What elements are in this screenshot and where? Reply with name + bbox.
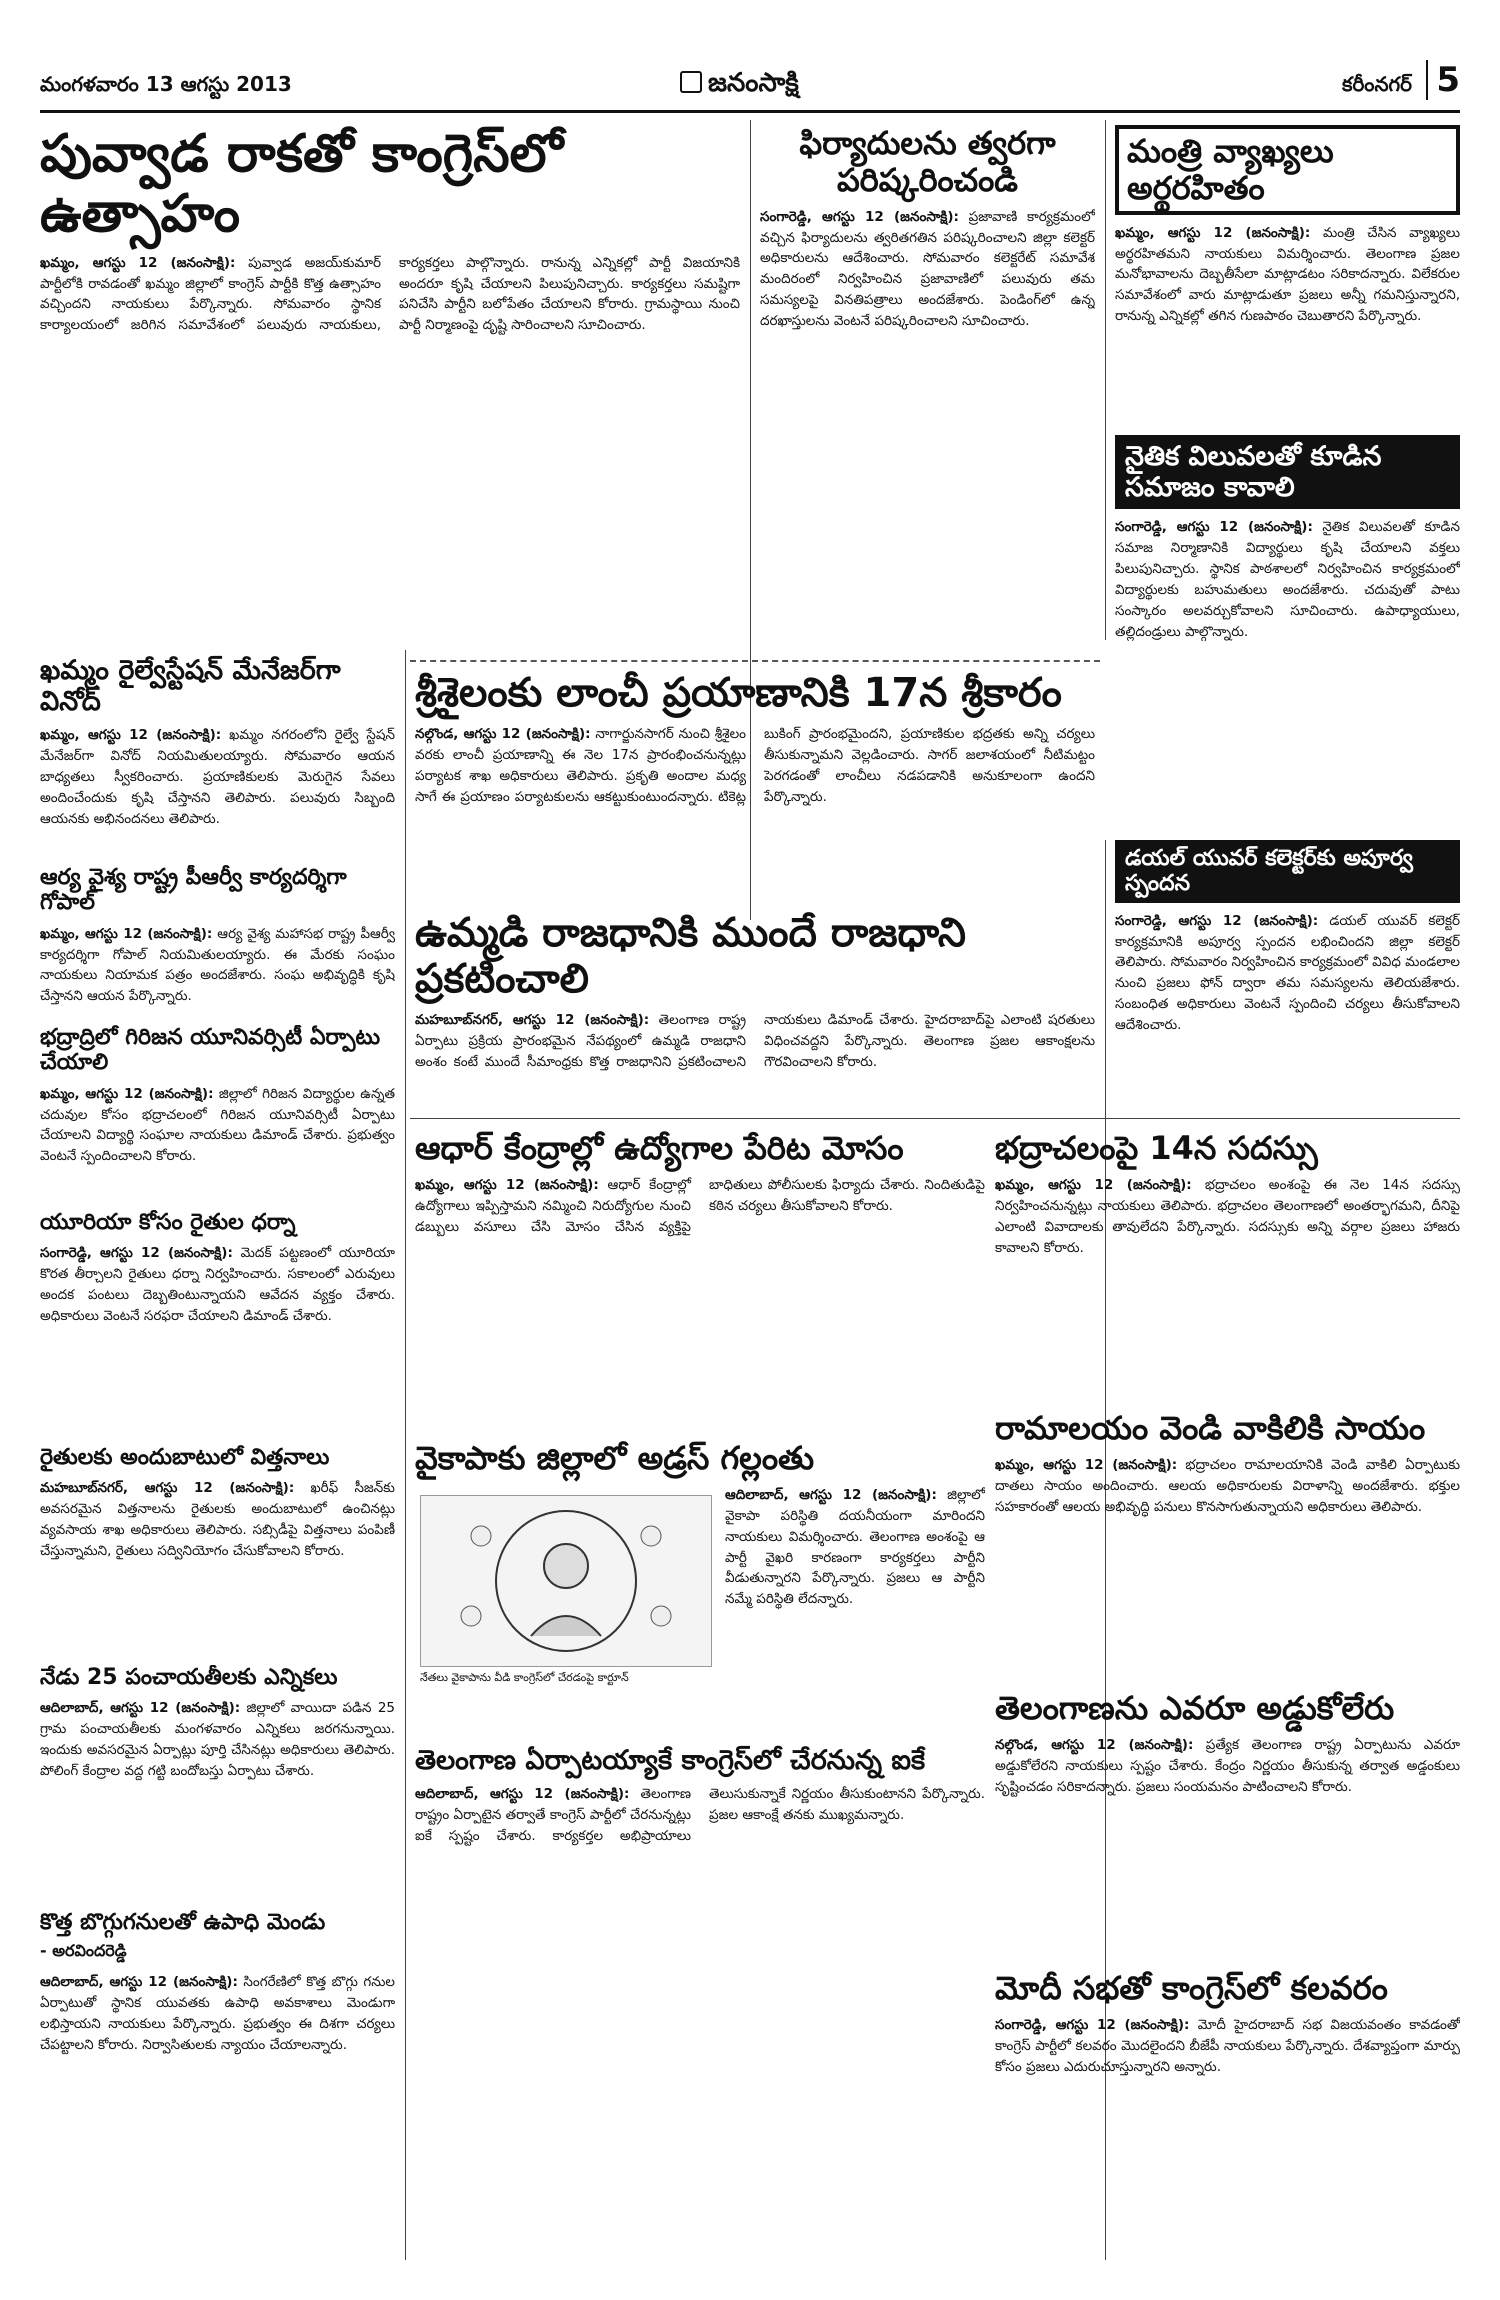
article-body (760, 207, 1095, 333)
dateline: ఆదిలాబాద్, ఆగస్టు 12 (జనంసాక్షి): (415, 1786, 630, 1803)
article-body (995, 1455, 1460, 1518)
article-text: జిల్లాలో వాయిదా పడిన 25 గ్రామ పంచాయతీలకు మంగళవారం ఎన్నికలు జరగనున్నాయి. ఇందుకు అవసరమైన ఏర్పాట్లు పూర్తి చేసినట్లు అధికారులు తెలిపారు. పోలింగ్ కేంద్రాల వద్ద గట్టి బందోబస్తు ఏర్పాటు చేశారు. (40, 1700, 395, 1780)
dateline: ఖమ్మం, ఆగస్టు 12 (జనంసాక్షి): (995, 1456, 1178, 1473)
article-temple-silver-door (995, 1410, 1460, 1680)
article-body (40, 725, 395, 830)
article-body (415, 724, 1095, 808)
dateline: మహబూబ్‌నగర్, ఆగస్టు 12 (జనంసాక్షి): (415, 1012, 650, 1028)
article-text: జిల్లాలో గిరిజన విద్యార్థుల ఉన్నత చదువుల కోసం భద్రాచలంలో గిరిజన యూనివర్సిటీ ఏర్పాటు చేయాలని విద్యార్థి సంఘాల నాయకులు డిమాండ్ చేశారు. ప్రభుత్వం వెంటనే స్పందించాలని కోరారు. (40, 1085, 395, 1165)
article-text: నైతిక విలువలతో కూడిన సమాజ నిర్మాణానికి విద్యార్థులు కృషి చేయాలని వక్తలు పిలుపునిచ్చారు. స్థానిక పాఠశాలలో నిర్వహించిన కార్యక్రమంలో విద్యార్థులకు బహుమతులు అందజేశారు. చదువుతో పాటు సంస్కారం అలవర్చుకోవాలని సూచించారు. ఉపాధ్యాయులు, తల్లిదండ్రులు పాల్గొన్నారు. (1115, 519, 1460, 640)
article-body (995, 1175, 1460, 1259)
article-text: ప్రజావాణి కార్యక్రమంలో వచ్చిన ఫిర్యాదులను త్వరితగతిన పరిష్కరించాలని జిల్లా కలెక్టర్ అధికారులను ఆదేశించారు. సోమవారం కలెక్టరేట్ సమావేశ మందిరంలో నిర్వహించిన ప్రజావాణిలో పలువురు తమ సమస్యలపై వినతిపత్రాలు అందజేశారు. పెండింగ్‌లో ఉన్న దరఖాస్తులను వెంటనే పరిష్కరించాలని సూచించారు. (760, 208, 1095, 330)
dateline: సంగారెడ్డి, ఆగస్టు 12 (జనంసాక్షి): (1115, 519, 1313, 536)
dateline: ఖమ్మం, ఆగస్టు 12 (జనంసాక్షి): (40, 254, 236, 271)
masthead (40, 60, 1460, 113)
article-text: సింగరేణిలో కొత్త బొగ్గు గనుల ఏర్పాటుతో స్థానిక యువతకు ఉపాధి అవకాశాలు మెండుగా లభిస్తాయని నాయకులు పేర్కొన్నారు. ప్రభుత్వం ఈ దిశగా చర్యలు చేపట్టాలని కోరారు. నిర్వాసితులకు న్యాయం చేయాలన్నారు. (40, 1974, 395, 2054)
article-body (1115, 223, 1460, 328)
article-text: ప్రత్యేక తెలంగాణ రాష్ట్ర ఏర్పాటును ఎవరూ అడ్డుకోలేరని నాయకులు స్పష్టం చేశారు. కేంద్రం నిర్ణయం తీసుకున్న తర్వాత అడ్డంకులు సృష్టించడం సరికాదన్నారు. ప్రజలు సంయమనం పాటించాలని కోరారు. (995, 1736, 1460, 1795)
dateline: ఖమ్మం, ఆగస్టు 12 (జనంసాక్షి): (40, 925, 213, 942)
article-common-capital (415, 910, 1095, 1110)
article-text: భద్రాచలం రామాలయానికి వెండి వాకిలి ఏర్పాటుకు దాతలు సాయం అందించారు. ఆలయ అధికారులకు విరాళాన్ని అందజేశారు. భక్తుల సహకారంతో ఆలయ అభివృద్ధి పనులు కొనసాగుతున్నాయని అధికారులు తెలిపారు. (995, 1456, 1460, 1515)
headline: ఉమ్మడి రాజధానికి ముందే రాజధాని ప్రకటించాలి (415, 910, 966, 1002)
newspaper-logo (680, 68, 799, 104)
headline: యూరియా కోసం రైతుల ధర్నా (40, 1210, 296, 1235)
section-divider (410, 1118, 1460, 1119)
article-body (40, 1478, 395, 1562)
cartoon-caption: నేతలు వైకాపాను వీడి కాంగ్రెస్‌లో చేరడంపై కార్టూన్ (420, 1671, 629, 1684)
dateline: ఖమ్మం, ఆగస్టు 12 (జనంసాక్షి): (1115, 224, 1311, 241)
article-ike-congress (415, 1745, 985, 2260)
headline: తెలంగాణ ఏర్పాటయ్యాకే కాంగ్రెస్‌లో చేరనున్న ఐకే (415, 1745, 926, 1776)
article-text: తెలంగాణ రాష్ట్రం ఏర్పాటైన తర్వాతే కాంగ్రెస్ పార్టీలో చేరనున్నట్లు ఐకే స్పష్టం చేశారు. కార్యకర్తల అభిప్రాయాలు తెలుసుకున్నాకే నిర్ణయం తీసుకుంటానని పేర్కొన్నారు. ప్రజల ఆకాంక్షే తనకు ముఖ్యమన్నారు. (415, 1786, 985, 1844)
article-text: భద్రాచలం అంశంపై ఈ నెల 14న సదస్సు నిర్వహించనున్నట్లు నాయకులు తెలిపారు. భద్రాచలం తెలంగాణలో అంతర్భాగమని, దీనిపై ఎలాంటి వివాదాలకు తావులేదని పేర్కొన్నారు. సదస్సుకు అన్ని వర్గాల ప్రజలు హాజరు కావాలని కోరారు. (995, 1176, 1460, 1256)
article-text: డయల్ యువర్ కలెక్టర్ కార్యక్రమానికి అపూర్వ స్పందన లభించిందని జిల్లా కలెక్టర్ తెలిపారు. సోమవారం నిర్వహించిన కార్యక్రమంలో వివిధ మండలాల నుంచి ప్రజలు ఫోన్ ద్వారా తమ సమస్యలను తెలియజేశారు. సంబంధిత అధికారులు వెంటనే స్పందించి చర్యలు తీసుకోవాలని ఆదేశించారు. (1115, 912, 1460, 1034)
article-body (1115, 911, 1460, 1037)
article-srisailam-launch (415, 670, 1095, 900)
article-body (40, 1084, 395, 1168)
article-body (1115, 517, 1460, 643)
headline: కొత్త బొగ్గుగనులతో ఉపాధి మెండు (40, 1910, 326, 1935)
article-body (995, 2015, 1460, 2078)
article-text: జిల్లాలో వైకాపా పరిస్థితి దయనీయంగా మారిందని నాయకులు విమర్శించారు. తెలంగాణ అంశంపై ఆ పార్టీ వైఖరి కారణంగా కార్యకర్తలు పార్టీని వీడుతున్నారని పేర్కొన్నారు. ప్రజలు ఆ పార్టీని నమ్మే పరిస్థితి లేదన్నారు. (725, 1486, 985, 1608)
dateline: నల్గొండ, ఆగస్టు 12 (జనంసాక్షి): (995, 1736, 1194, 1753)
cartoon-illustration (420, 1495, 712, 1667)
headline: మంత్రి వ్యాఖ్యలు అర్థరహితం (1115, 125, 1460, 215)
dateline: ఖమ్మం, ఆగస్టు 12 (జనంసాక్షి): (40, 1085, 214, 1102)
article-seeds (40, 1445, 395, 1655)
article-body (40, 924, 395, 1008)
cartoon-image (421, 1496, 711, 1666)
article-body (40, 1243, 395, 1327)
headline: నైతిక విలువలతో కూడిన సమాజం కావాలి (1115, 435, 1460, 509)
article-text: ఆర్య వైశ్య మహాసభ రాష్ట్ర పీఆర్వీ కార్యదర్శిగా గోపాల్ నియమితులయ్యారు. ఈ మేరకు సంఘం నాయకులు నియామక పత్రం అందజేశారు. సంఘ అభివృద్ధికి కృషి చేస్తానని ఆయన పేర్కొన్నారు. (40, 925, 395, 1005)
article-body (415, 1010, 1095, 1073)
article-telangana-unstoppable (995, 1690, 1460, 1960)
article-body (995, 1735, 1460, 1798)
article-panchayat-elections (40, 1665, 395, 1900)
article-minister-comments (1115, 125, 1460, 425)
dateline: సంగారెడ్డి, ఆగస్టు 12 (జనంసాక్షి): (40, 1245, 233, 1262)
article-text: నాగార్జునసాగర్ నుంచి శ్రీశైలం వరకు లాంచీ ప్రయాణాన్ని ఈ నెల 17న ప్రారంభించనున్నట్లు పర్యాటక శాఖ అధికారులు తెలిపారు. ప్రకృతి అందాల మధ్య సాగే ఈ ప్రయాణం పర్యాటకులను ఆకట్టుకుంటుందన్నారు. టికెట్ల బుకింగ్ ప్రారంభమైందని, ప్రయాణికుల భద్రతకు అన్ని చర్యలు తీసుకున్నామని వెల్లడించారు. సాగర్ జలాశయంలో నీటిమట్టం పెరగడంతో లాంచీలు నడపడానికి అనుకూలంగా ఉందని పేర్కొన్నారు. (415, 726, 1095, 805)
headline: ఆర్య వైశ్య రాష్ట్ర పీఆర్వీ కార్యదర్శిగా గోపాల్ (40, 865, 347, 916)
byline: - అరవిందరెడ్డి (40, 1941, 127, 1961)
headline: ఖమ్మం రైల్వేస్టేషన్ మేనేజర్‌గా వినోద్ (40, 655, 341, 718)
article-body (725, 1485, 985, 1611)
dateline: మహబూబ్‌నగర్, ఆగస్టు 12 (జనంసాక్షి): (40, 1480, 295, 1497)
article-railway-manager (40, 655, 395, 855)
article-moral-values (1115, 435, 1460, 830)
article-tribal-university (40, 1025, 395, 1200)
article-puvvada (40, 125, 740, 640)
article-body (415, 1175, 985, 1238)
headline: నేడు 25 పంచాయతీలకు ఎన్నికలు (40, 1665, 338, 1690)
headline: వైకాపాకు జిల్లాలో అడ్రస్ గల్లంతు (415, 1440, 815, 1477)
headline: భద్రాద్రిలో గిరిజన యూనివర్సిటీ ఏర్పాటు చేయాలి (40, 1025, 381, 1076)
article-bhadrachalam-seminar (995, 1130, 1460, 1400)
article-body (40, 1972, 395, 2056)
article-body (40, 253, 740, 337)
article-text: పువ్వాడ అజయ్‌కుమార్ పార్టీలోకి రావడంతో ఖమ్మం జిల్లాలో కాంగ్రెస్ పార్టీకి కొత్త ఉత్సాహం వచ్చిందని నాయకులు పేర్కొన్నారు. సోమవారం స్థానిక కార్యాలయంలో జరిగిన సమావేశంలో పలువురు నాయకులు, కార్యకర్తలు పాల్గొన్నారు. రానున్న ఎన్నికల్లో పార్టీ విజయానికి అందరూ కృషి చేయాలని పిలుపునిచ్చారు. కార్యకర్తలు సమష్టిగా పనిచేసి పార్టీని బలోపేతం చేయాలని కోరారు. గ్రామస్థాయి నుంచి పార్టీ నిర్మాణంపై దృష్టి సారించాలని సూచించారు. (40, 254, 740, 334)
headline: డయల్ యువర్ కలెక్టర్‌కు అపూర్వ స్పందన (1115, 840, 1460, 903)
dateline: సంగారెడ్డి, ఆగస్టు 12 (జనంసాక్షి): (1115, 912, 1319, 929)
article-modi-meeting (995, 1970, 1460, 2260)
logo-text: జనంసాక్షి (708, 68, 799, 98)
article-arya-vysya (40, 865, 395, 1015)
headline: పువ్వాడ రాకతో కాంగ్రెస్‌లో ఉత్సాహం (40, 125, 564, 244)
dateline: ఆదిలాబాద్, ఆగస్టు 12 (జనంసాక్షి): (40, 1700, 241, 1717)
headline: ఆధార్ కేంద్రాల్లో ఉద్యోగాల పేరిట మోసం (415, 1130, 904, 1167)
article-urea-dharna (40, 1210, 395, 1435)
article-text: మంత్రి చేసిన వ్యాఖ్యలు అర్థరహితమని నాయకులు విమర్శించారు. తెలంగాణ ప్రజల మనోభావాలను దెబ్బతీసేలా మాట్లాడటం సరికాదన్నారు. విలేకరుల సమావేశంలో వారు మాట్లాడుతూ ప్రజలు అన్నీ గమనిస్తున్నారని, రానున్న ఎన్నికల్లో తగిన గుణపాఠం చెబుతారని పేర్కొన్నారు. (1115, 224, 1460, 325)
dateline: సంగారెడ్డి, ఆగస్టు 12 (జనంసాక్షి): (995, 2016, 1190, 2033)
edition-name: కరీంనగర్ (1342, 72, 1412, 96)
headline: భద్రాచలంపై 14న సదస్సు (995, 1130, 1318, 1167)
article-text: ఖరీఫ్ సీజన్‌కు అవసరమైన విత్తనాలను రైతులకు అందుబాటులో ఉంచినట్లు వ్యవసాయ శాఖ అధికారులు తెలిపారు. సబ్సిడీపై విత్తనాలు పంపిణీ చేస్తున్నామని, రైతులు సద్వినియోగం చేసుకోవాలని కోరారు. (40, 1480, 395, 1560)
dateline: ఖమ్మం, ఆగస్టు 12 (జనంసాక్షి): (995, 1176, 1192, 1193)
article-aadhaar-fraud (415, 1130, 985, 1430)
article-text: ఆధార్ కేంద్రాల్లో ఉద్యోగాలు ఇప్పిస్తామని నమ్మించి నిరుద్యోగుల నుంచి డబ్బులు వసూలు చేసి మోసం చేసిన వ్యక్తిపై బాధితులు పోలీసులకు ఫిర్యాదు చేశారు. నిందితుడిపై కఠిన చర్యలు తీసుకోవాలని కోరారు. (415, 1176, 985, 1235)
dateline: సంగారెడ్డి, ఆగస్టు 12 (జనంసాక్షి): (760, 208, 959, 225)
logo-icon (680, 71, 702, 93)
article-text: తెలంగాణ రాష్ట్ర ఏర్పాటు ప్రక్రియ ప్రారంభమైన నేపథ్యంలో ఉమ్మడి రాజధాని అంశం కంటే ముందే సీమాంధ్రకు కొత్త రాజధానిని ప్రకటించాలని నాయకులు డిమాండ్ చేశారు. హైదరాబాద్‌పై ఎలాంటి షరతులు విధించవద్దని పేర్కొన్నారు. తెలంగాణ ప్రజల ఆకాంక్షలను గౌరవించాలని కోరారు. (415, 1012, 1095, 1070)
column-rule (1105, 120, 1106, 640)
headline: తెలంగాణను ఎవరూ అడ్డుకోలేరు (995, 1690, 1395, 1727)
article-text: మెదక్ పట్టణంలో యూరియా కొరత తీర్చాలని రైతులు ధర్నా నిర్వహించారు. సకాలంలో ఎరువులు అందక పంటలు దెబ్బతింటున్నాయని ఆవేదన వ్యక్తం చేశారు. అధికారులు వెంటనే సరఫరా చేయాలని డిమాండ్ చేశారు. (40, 1245, 395, 1325)
article-complaints (760, 125, 1095, 640)
column-rule (405, 650, 406, 2260)
dateline: ఖమ్మం, ఆగస్టు 12 (జనంసాక్షి): (415, 1176, 599, 1193)
dateline: ఆదిలాబాద్, ఆగస్టు 12 (జనంసాక్షి): (725, 1486, 937, 1503)
article-body (415, 1784, 985, 1847)
article-text: ఖమ్మం నగరంలోని రైల్వే స్టేషన్ మేనేజర్‌గా వినోద్ నియమితులయ్యారు. సోమవారం ఆయన బాధ్యతలు స్వీకరించారు. ప్రయాణికులకు మెరుగైన సేవలు అందించేందుకు కృషి చేస్తానని తెలిపారు. పలువురు సిబ్బంది ఆయనకు అభినందనలు తెలిపారు. (40, 727, 395, 827)
headline: రామాలయం వెండి వాకిలికి సాయం (995, 1410, 1426, 1447)
article-coal-mines (40, 1910, 395, 2260)
headline: రైతులకు అందుబాటులో విత్తనాలు (40, 1445, 330, 1470)
article-body (40, 1698, 395, 1782)
dateline: ఆదిలాబాద్, ఆగస్టు 12 (జనంసాక్షి): (40, 1974, 238, 1991)
headline: శ్రీశైలంకు లాంచీ ప్రయాణానికి 17న శ్రీకారం (415, 670, 1062, 716)
headline: మోదీ సభతో కాంగ్రెస్‌లో కలవరం (995, 1970, 1388, 2007)
issue-date: మంగళవారం 13 ఆగస్టు 2013 (40, 72, 292, 96)
headline: ఫిర్యాదులను త్వరగా పరిష్కరించండి (799, 125, 1056, 199)
article-text: మోదీ హైదరాబాద్ సభ విజయవంతం కావడంతో కాంగ్రెస్ పార్టీలో కలవరం మొదలైందని బీజేపీ నాయకులు పేర్కొన్నారు. దేశవ్యాప్తంగా మార్పు కోసం ప్రజలు ఎదురుచూస్తున్నారని అన్నారు. (995, 2016, 1460, 2075)
dateline: ఖమ్మం, ఆగస్టు 12 (జనంసాక్షి): (40, 727, 222, 744)
dateline: నల్గొండ, ఆగస్టు 12 (జనంసాక్షి): (415, 726, 591, 742)
section-divider (410, 660, 1100, 662)
page-number: 5 (1426, 60, 1460, 100)
